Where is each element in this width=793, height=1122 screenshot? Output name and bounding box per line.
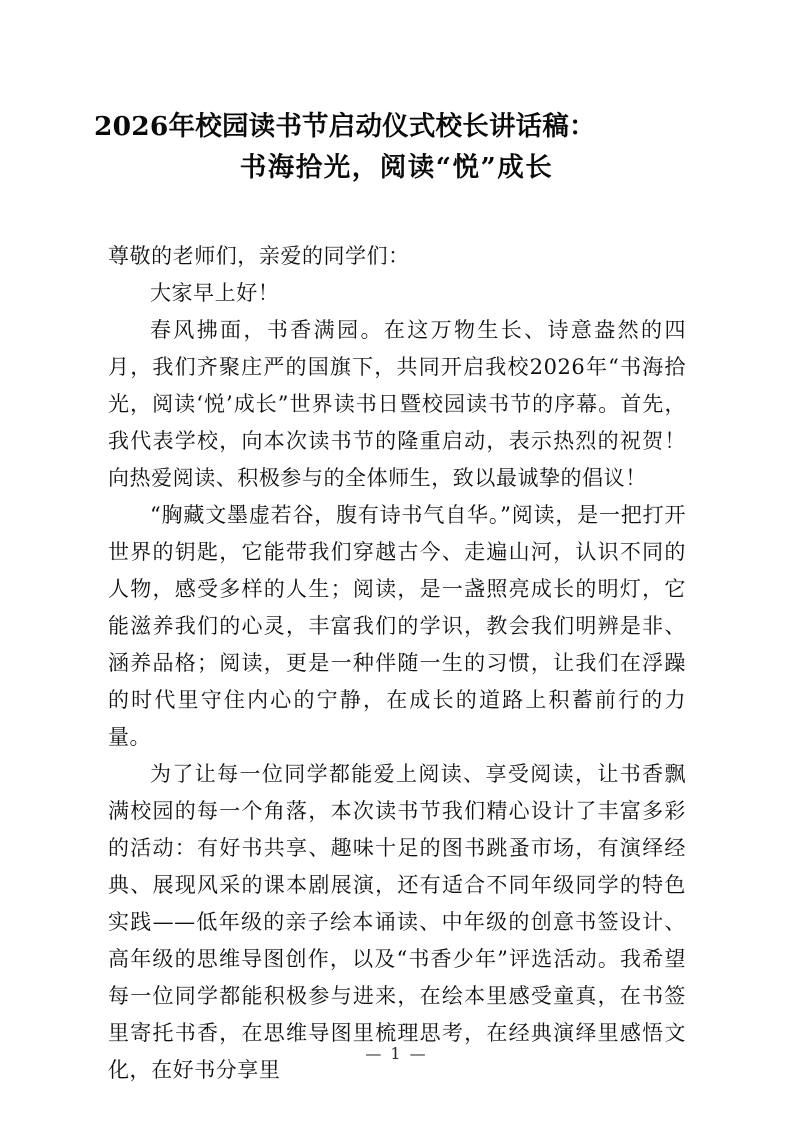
paragraph-opening: 春风拂面，书香满园。在这万物生长、诗意盎然的四月，我们齐聚庄严的国旗下，共同开启我校2026年“书海拾光，阅读‘悦’成长”世界读书日暨校园读书节的序幕。首先，我代表学校，向本次读书节的隆重启动，表示热烈的祝贺！向热爱阅读、积极参与的全体师生，致以最诚挚的倡议！: [108, 318, 686, 490]
page-number-footer: — 1 —: [365, 1044, 428, 1063]
page-title-line-1: 2026年校园读书节启动仪式校长讲话稿：: [94, 111, 596, 142]
paragraph-greeting: 大家早上好！: [150, 281, 280, 305]
document-body: [108, 238, 686, 1089]
paragraph-activities: 为了让每一位同学都能爱上阅读、享受阅读，让书香飘满校园的每一个角落，本次读书节我们精心设计了丰富多彩的活动：有好书共享、趣味十足的图书跳蚤市场，有演绎经典、展现风采的课本剧展演，还有适合不同年级同学的特色实践——低年级的亲子绘本诵读、中年级的创意书签设计、高年级的思维导图创作，以及“书香少年”评选活动。我希望每一位同学都能积极参与进来，在绘本里感受童真，在书签里寄托书香，在思维导图里梳理思考，在经典演绎里感悟文化，在好书分享里: [108, 762, 686, 1082]
page-title: [94, 106, 699, 188]
page-title-line-2: 书海拾光，阅读“悦”成长: [239, 152, 554, 183]
paragraph-reading-value: “胸藏文墨虚若谷，腹有诗书气自华。”阅读，是一把打开世界的钥匙，它能带我们穿越古今、走遍山河，认识不同的人物，感受多样的人生；阅读，是一盏照亮成长的明灯，它能滋养我们的心灵，丰富我们的学识，教会我们明辨是非、涵养品格；阅读，更是一种伴随一生的习惯，让我们在浮躁的时代里守住内心的宁静，在成长的道路上积蓄前行的力量。: [108, 503, 686, 749]
paragraph-salutation: 尊敬的老师们，亲爱的同学们：: [108, 244, 410, 268]
